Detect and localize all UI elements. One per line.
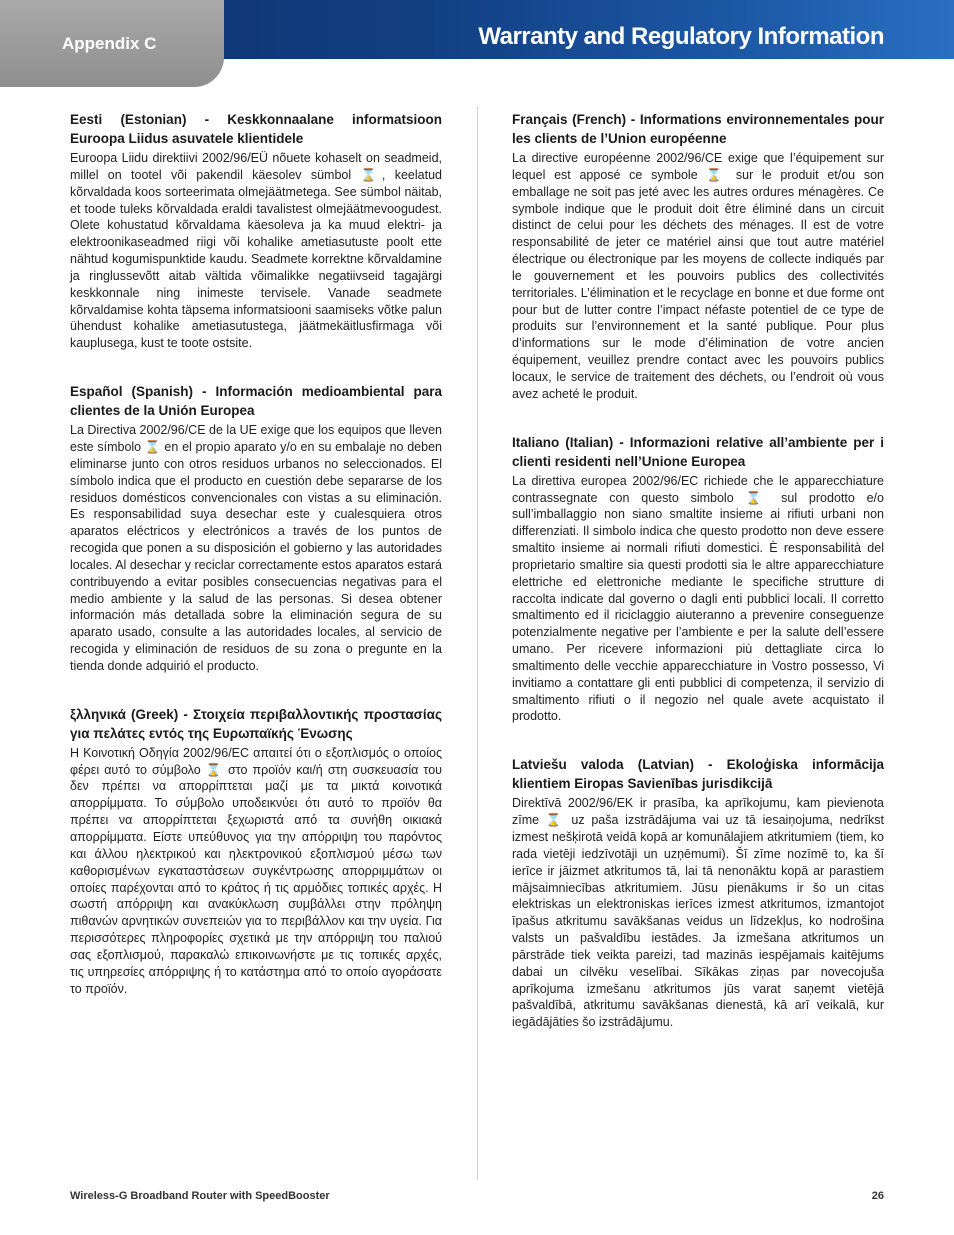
section-body: La direttiva europea 2002/96/EC richiede che le apparecchiature contrassegnate con questo simbolo ⌛ sul prodotto e/o sull’imballaggio non siano smaltite insieme ai rifiuti urbani non differenziati. Il simbolo indica che questo prodotto non deve essere smaltito insieme ai normali rifiuti domestici. È responsabilità del proprietario smaltire sia questi prodotti sia le altre apparecchiature elettriche ed elettroniche mediante le specifiche strutture di raccolta indicate dal governo o dagli enti pubblici locali. Il corretto smaltimento ed il riciclaggio aiuteranno a prevenire conseguenze potenzialmente negative per l’ambiente e per la salute dell’essere umano. Per ricevere informazioni più dettagliate circa lo smaltimento delle vecchie apparecchiature in Vostro possesso, Vi invitiamo a contattare gli enti pubblici di competenza, il servizio di smaltimento rifiuti o il negozio nel quale avete acquistato il prodotto. (512, 473, 884, 724)
section-heading: ξλληνικά (Greek) - Στοιχεία περιβαλλοντικής προστασίας για πελάτες εντός της Ευρωπαϊκής Ένωσης (70, 706, 442, 741)
section-body: La directive européenne 2002/96/CE exige que l’équipement sur lequel est apposé ce symbole ⌛ sur le produit et/ou son emballage ne soit pas jeté avec les autres ordures ménagères. Ce symbole indique que le produit doit être éliminé dans un circuit distinct de celui pour les déchets des ménages. Il est de votre responsabilité de jeter ce matériel ainsi que tout autre matériel électrique ou électronique par les moyens de collecte indiqués par le gouvernement et les pouvoirs publics des collectivités territoriales. L’élimination et le recyclage en bonne et due forme ont pour but de lutter contre l’impact néfaste potentiel de ce type de produits sur l’environnement et la santé publique. Pour plus d’informations sur le mode d’élimination de votre ancien équipement, veuillez prendre contact avec les pouvoirs publics locaux, le service de traitement des déchets, ou l’endroit où vous avez acheté le produit. (512, 151, 884, 401)
section-italian (512, 433, 884, 726)
section-body: Euroopa Liidu direktiivi 2002/96/EÜ nõuete kohaselt on seadmeid, millel on tootel või pakendil käesolev sümbol ⌛, keelatud kõrvaldada koos sorteerimata olmejäätmetega. See sümbol näitab, et toode tuleks kõrvaldada eraldi tavalistest olmejäätmevoogudest. Olete kohustatud kõrvaldama käesoleva ja ka muud elektri- ja elektroonikaseadmed riigi või kohalike ametiasutuste poolt ette nähtud kogumispunktide kaudu. Seadmete korrektne kõrvaldamine ja ringlussevõtt aitab vältida võimalikke negatiivseid tagajärgi keskkonnale ning inimeste tervisele. Vanade seadmete kõrvaldamise kohta täpsema informatsiooni saamiseks võtke palun ühendust kohalike ametiasutustega, jäätmekäitlusfirmaga või kauplusega, kust te toote ostsite. (70, 151, 442, 351)
section-body: Η Κοινοτική Οδηγία 2002/96/EC απαιτεί ότι ο εξοπλισμός ο οποίος φέρει αυτό το σύμβολο ⌛ στο προϊόν και/ή στη συσκευασία του δεν πρέπει να απορρίπτεται μαζί με τα μικτά κοινοτικά απορρίμματα. Το σύμβολο υποδεικνύει ότι αυτό το προϊόν θα πρέπει να απορρίπτεται ξεχωριστά από τα συνήθη οικιακά απορρίμματα. Είστε υπεύθυνος για την απόρριψη του παρόντος και άλλου ηλεκτρικού και ηλεκτρονικού εξοπλισμού μέσω των καθορισμένων εγκαταστάσεων συγκέντρωσης απορριμμάτων οι οποίες παρέχονται από το κράτος ή τις αρμόδιες τοπικές αρχές. Η σωστή απόρριψη και ανακύκλωση συμβάλλει στην πρόληψη πιθανών αρνητικών συνεπειών για το περιβάλλον και την υγεία. Για περισσότερες πληροφορίες σχετικά με την απόρριψη του παλιού σας εξοπλισμού, παρακαλώ επικοινωνήστε με τις τοπικές αρχές, τις υπηρεσίες απόρριψης ή το κατάστημα από το οποίο αγοράσατε το προϊόν. (70, 745, 442, 996)
page-title: Warranty and Regulatory Information (478, 23, 884, 50)
section-heading: Español (Spanish) - Información medioambiental para clientes de la Unión Europea (70, 384, 442, 419)
section-spanish (70, 382, 442, 675)
page-number: 26 (871, 1190, 884, 1202)
section-french (512, 110, 884, 403)
section-heading: Latviešu valoda (Latvian) - Ekoloģiska informācija klientiem Eiropas Savienības jurisdikcijā (512, 757, 884, 792)
section-estonian (70, 110, 442, 352)
appendix-tab (0, 0, 224, 87)
column-divider (477, 107, 478, 1180)
left-column (70, 110, 442, 1027)
section-body: Direktīvā 2002/96/EK ir prasība, ka aprīkojumu, kam pievienota zīme ⌛ uz paša izstrādājuma vai uz tā iesaiņojuma, nedrīkst izmest nešķirotā veidā kopā ar komunālajiem atkritumiem (tiem, ko rada vietēji iedzīvotāji un uzņēmumi). Šī zīme nozīmē to, ka šī ierīce ir jāizmet atkritumos tā, lai tā nenonāktu kopā ar parastiem mājsaimniecības atkritumiem. Jūsu pienākums ir šo un citas elektriskas un elektroniskas ierīces izmest atkritumos, izmantojot īpašus atkritumu savākšanas veidus un līdzekļus, ko nodrošina valsts un pašvaldību iestādes. Ja izmešana atkritumos un pārstrāde tiek veikta pareizi, tad mazinās iespējamais kaitējums dabai un cilvēku veselībai. Sīkākas ziņas par novecojuša aprīkojuma izmešanu atkritumos jūs varat saņemt vietējā pašvaldībā, atkritumu savākšanas dienestā, kā arī veikalā, kur iegādājāties šo izstrādājumu. (512, 796, 884, 1030)
section-heading: Français (French) - Informations environnementales pour les clients de l’Union européenne (512, 112, 884, 146)
right-column (512, 110, 884, 1061)
footer-product-name: Wireless-G Broadband Router with SpeedBooster (70, 1190, 330, 1202)
section-latvian (512, 755, 884, 1031)
appendix-label: Appendix C (62, 34, 157, 53)
section-body: La Directiva 2002/96/CE de la UE exige que los equipos que lleven este símbolo ⌛ en el propio aparato y/o en su embalaje no deben eliminarse junto con otros residuos urbanos no seleccionados. El símbolo indica que el producto en cuestión debe separarse de los residuos domésticos convencionales con vistas a su eliminación. Es responsabilidad suya desechar este y cualesquiera otros aparatos eléctricos y electrónicos a través de los puntos de recogida que ponen a su disposición el gobierno y las autoridades locales. Al desechar y reciclar correctamente estos aparatos estará contribuyendo a evitar posibles consecuencias negativas para el medio ambiente y la salud de las personas. Si desea obtener información más detallada sobre la eliminación segura de su aparato usado, consulte a las autoridades locales, al servicio de recogida y eliminación de residuos de su zona o pregunte en la tienda donde adquirió el producto. (70, 423, 442, 673)
section-heading: Italiano (Italian) - Informazioni relative all’ambiente per i clienti residenti nell’Unione Europea (512, 434, 884, 469)
section-heading: Eesti (Estonian) - Keskkonnaalane informatsioon Euroopa Liidus asuvatele klientidele (70, 112, 442, 146)
section-greek (70, 705, 442, 998)
